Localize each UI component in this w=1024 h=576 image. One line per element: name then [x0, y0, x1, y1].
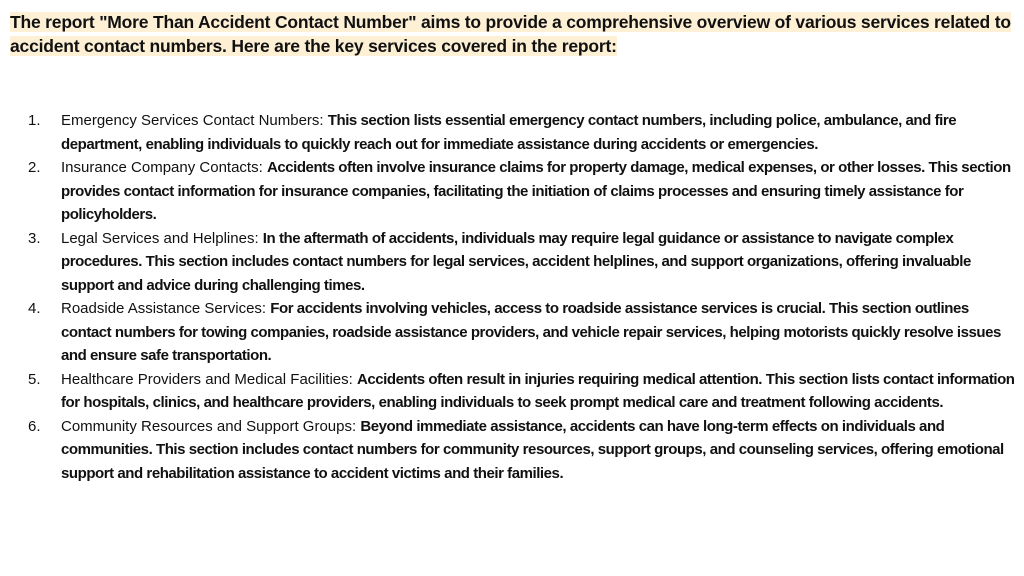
item-description: For accidents involving vehicles, access to roadside assistance services is crucial. This section outlines contact numbers for towing companies, roadside assistance providers, and vehicle repair services, helping motorists quickly resolve issues and ensure safe transportation.: [61, 300, 1001, 364]
item-content: [61, 415, 1020, 486]
item-content: [61, 109, 1020, 156]
list-item: [28, 368, 1020, 415]
list-item: [28, 156, 1020, 227]
item-title: Insurance Company Contacts:: [61, 159, 263, 176]
item-content: [61, 368, 1020, 415]
item-content: [61, 156, 1020, 227]
item-title: Legal Services and Helplines:: [61, 229, 259, 247]
item-description: This section lists essential emergency contact numbers, including police, ambulance, and fire department, enabling individuals to quickly reach out for immediate assistance during accidents or emergencies.: [61, 112, 957, 153]
item-title: Roadside Assistance Services:: [61, 300, 267, 317]
services-list: [28, 109, 1020, 485]
item-description: Accidents often involve insurance claims for property damage, medical expenses, or other losses. This section provides contact information for insurance companies, facilitating the initiation of claims processes and ensuring timely assistance for policyholders.: [61, 159, 1011, 223]
item-title: Community Resources and Support Groups:: [61, 417, 357, 435]
item-description: Beyond immediate assistance, accidents can have long-term effects on individuals and communities. This section includes contact numbers for community resources, support groups, and counseling services, offering emotional support and rehabilitation assistance to accident victims and their families.: [61, 417, 1004, 482]
item-number: 6.: [28, 417, 41, 435]
item-content: [61, 227, 1020, 298]
item-number: 1.: [28, 112, 41, 129]
item-number: 5.: [28, 370, 41, 388]
intro-text: The report "More Than Accident Contact Number" aims to provide a comprehensive overview of various services related to accident contact numbers. Here are the key services covered in the report:: [10, 12, 1011, 56]
item-title: Emergency Services Contact Numbers:: [61, 112, 324, 129]
list-item: [28, 109, 1020, 156]
item-number: 3.: [28, 229, 41, 247]
item-number: 2.: [28, 159, 41, 176]
list-item: [28, 415, 1020, 486]
list-item: [28, 297, 1020, 368]
item-description: In the aftermath of accidents, individuals may require legal guidance or assistance to navigate complex procedures. This section includes contact numbers for legal services, accident helplines, and support organizations, offering invaluable support and advice during challenging times.: [61, 229, 971, 294]
item-title: Healthcare Providers and Medical Facilities:: [61, 370, 353, 388]
list-item: [28, 227, 1020, 298]
intro-paragraph: [10, 10, 1018, 58]
item-content: [61, 297, 1020, 368]
item-number: 4.: [28, 300, 41, 317]
item-description: Accidents often result in injuries requiring medical attention. This section lists contact information for hospitals, clinics, and healthcare providers, enabling individuals to seek prompt medical care and treatment following accidents.: [61, 370, 1015, 411]
